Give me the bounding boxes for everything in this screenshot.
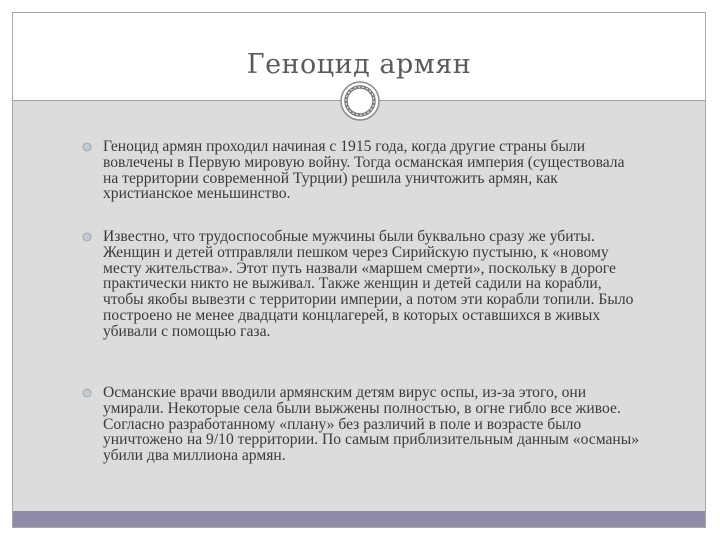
bullet-item — [103, 229, 641, 340]
bullet-text: Геноцид армян проходил начиная с 1915 года, когда другие страны были вовлечены в Первую мировую войну. Тогда османская империя (существовала на территории современной Турции) решила уничтожить армян, как христианское меньшинство. — [103, 138, 625, 203]
bullet-marker-icon — [82, 232, 92, 242]
bullet-item — [103, 139, 641, 202]
content-area — [13, 101, 705, 513]
bullet-text: Османские врачи вводили армянским детям вирус оспы, из-за этого, они умирали. Некоторые села были выжжены полностью, в огне гибло все живое. Согласно разработанному «плану» без различий в поле и возрасте было уничтожено на 9/10 территории. По самым приблизительным данным «османы» убили два миллиона армян. — [103, 384, 640, 465]
bullet-item — [103, 385, 641, 464]
bullet-marker-icon — [82, 142, 92, 152]
slide — [12, 12, 706, 528]
slide-title: Геноцид армян — [246, 49, 472, 80]
circle-ornament-icon — [340, 81, 380, 121]
bullet-text: Известно, что трудоспособные мужчины были буквально сразу же убиты. Женщин и детей отправляли пешком через Сирийскую пустыню, к «новому месту жительства». Этот путь назвали «маршем смерти», поскольку в дороге практически никто не выживал. Также женщин и детей садили на корабли, чтобы якобы вывезти с территории империи, а потом эти корабли топили. Было построено не менее двадцати концлагерей, в которых оставшихся в живых убивали с помощью газа. — [103, 228, 634, 340]
bullet-marker-icon — [82, 388, 92, 398]
bottom-bar — [13, 511, 705, 527]
